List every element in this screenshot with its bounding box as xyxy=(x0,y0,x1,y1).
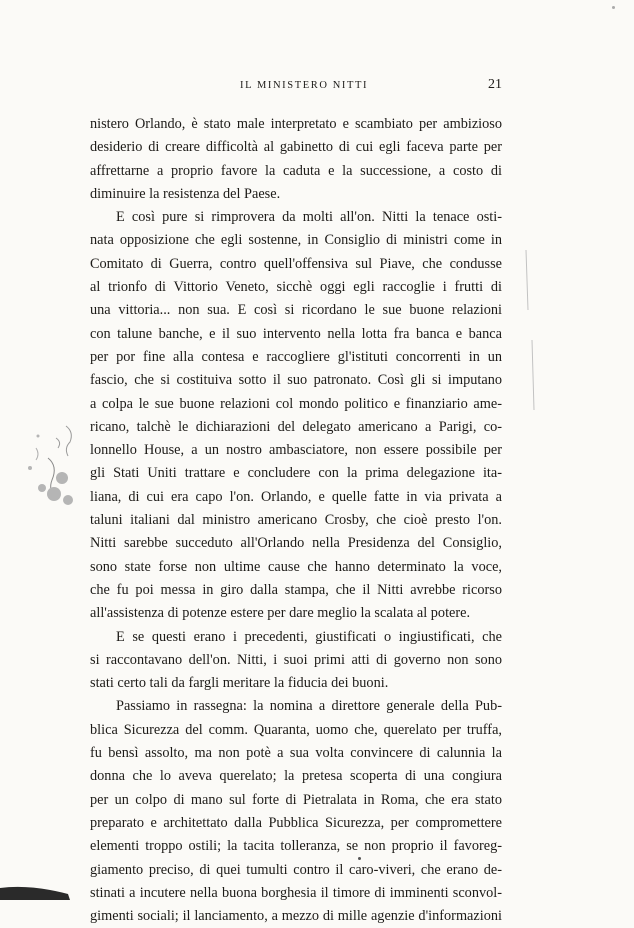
text-line: per un colpo di mano sul forte di Pietralata in Roma, che era stato xyxy=(90,791,502,808)
text-line: fascio, che si costituiva sotto il suo patronato. Così gli si imputano xyxy=(90,372,502,389)
text-line: liana, di cui era capo l'on. Orlando, e quelle fatte in via privata a xyxy=(90,488,502,505)
text-line: gli Stati Uniti trattare e concludere con la prima delegazione ita- xyxy=(90,465,502,482)
text-line: al trionfo di Vittorio Veneto, sicchè oggi egli raccoglie i frutti di xyxy=(90,279,502,296)
text-line: fu bensì assolto, ma non potè a sua volta convincere di calunnia la xyxy=(90,745,502,762)
text-line: blica Sicurezza del comm. Quaranta, uomo che, querelato per truffa, xyxy=(90,721,502,738)
text-line: Nitti sarebbe succeduto all'Orlando nella Presidenza del Consiglio, xyxy=(90,535,502,552)
text-line: taluni italiani dal ministro americano Crosby, che cioè presto l'on. xyxy=(90,512,502,529)
text-line: E se questi erano i precedenti, giustificati o ingiustificati, che xyxy=(116,628,502,645)
ink-speck xyxy=(612,6,615,9)
text-line: Comitato di Guerra, contro quell'offensiva sul Piave, che condusse xyxy=(90,255,502,272)
text-line: E così pure si rimprovera da molti all'on. Nitti la tenace osti- xyxy=(116,209,502,226)
text-line: per por fine alla contesa e raccogliere gl'istituti concorrenti in un xyxy=(90,348,502,365)
text-line: elementi troppo ostili; la tacita tolleranza, se non proprio il favoreg- xyxy=(90,838,502,855)
body-text xyxy=(90,113,502,928)
text-line: a colpa le sue buone relazioni col mondo politico e finanziario ame- xyxy=(90,395,502,412)
text-line: sono state forse non ultime cause che hanno determinato la voce, xyxy=(90,558,502,575)
text-line: donna che lo aveva querelato; la pretesa scoperta di una congiura xyxy=(90,768,502,785)
text-line: Passiamo in rassegna: la nomina a direttore generale della Pub- xyxy=(116,698,502,715)
scan-smudge-mark xyxy=(18,418,78,518)
text-line: stati certo tali da fargli meritare la fiducia dei buoni. xyxy=(90,675,389,692)
text-line: gimenti sociali; il lanciamento, a mezzo di mille agenzie d'informazioni xyxy=(90,908,502,925)
text-line: diminuire la resistenza del Paese. xyxy=(90,185,281,202)
text-line: affrettarne a proprio favore la caduta e la successione, a costo di xyxy=(90,162,502,179)
page-number: 21 xyxy=(488,77,502,92)
text-line: nata opposizione che egli sostenne, in Consiglio di ministri come in xyxy=(90,232,502,249)
page-header xyxy=(90,78,502,98)
text-line: lonnello House, a un nostro ambasciatore, non essere possibile per xyxy=(90,442,502,459)
text-line: con talune banche, e il suo intervento nella lotta fra banca e banca xyxy=(90,325,502,342)
text-line: giamento preciso, di quei tumulti contro il caro-viveri, che erano de- xyxy=(90,861,502,878)
running-title: IL MINISTERO NITTI xyxy=(240,80,369,91)
text-line: una vittoria... non sua. E così si ricordano le sue buone relazioni xyxy=(90,302,502,319)
ink-speck xyxy=(358,857,361,860)
text-line: si raccontavano dell'on. Nitti, i suoi primi atti di governo non sono xyxy=(90,651,502,668)
text-line: desiderio di creare difficoltà al gabinetto di cui egli faceva parte per xyxy=(90,139,502,156)
text-line: che fu poi messa in giro dalla stampa, che il Nitti avrebbe ricorso xyxy=(90,581,502,598)
text-line: all'assistenza di potenze estere per dare meglio la scalata al potere. xyxy=(90,605,471,622)
page-edge-shadow xyxy=(0,878,70,900)
text-line: preparato e architettato dalla Pubblica Sicurezza, per compromettere xyxy=(90,814,502,831)
text-line: ricano, talchè le dichiarazioni del delegato americano a Parigi, co- xyxy=(90,418,502,435)
margin-scratch-mark xyxy=(520,250,540,410)
text-line: stinati a incutere nella buona borghesia il timore di imminenti sconvol- xyxy=(90,884,502,901)
text-line: nistero Orlando, è stato male interpretato e scambiato per ambizioso xyxy=(90,116,502,132)
